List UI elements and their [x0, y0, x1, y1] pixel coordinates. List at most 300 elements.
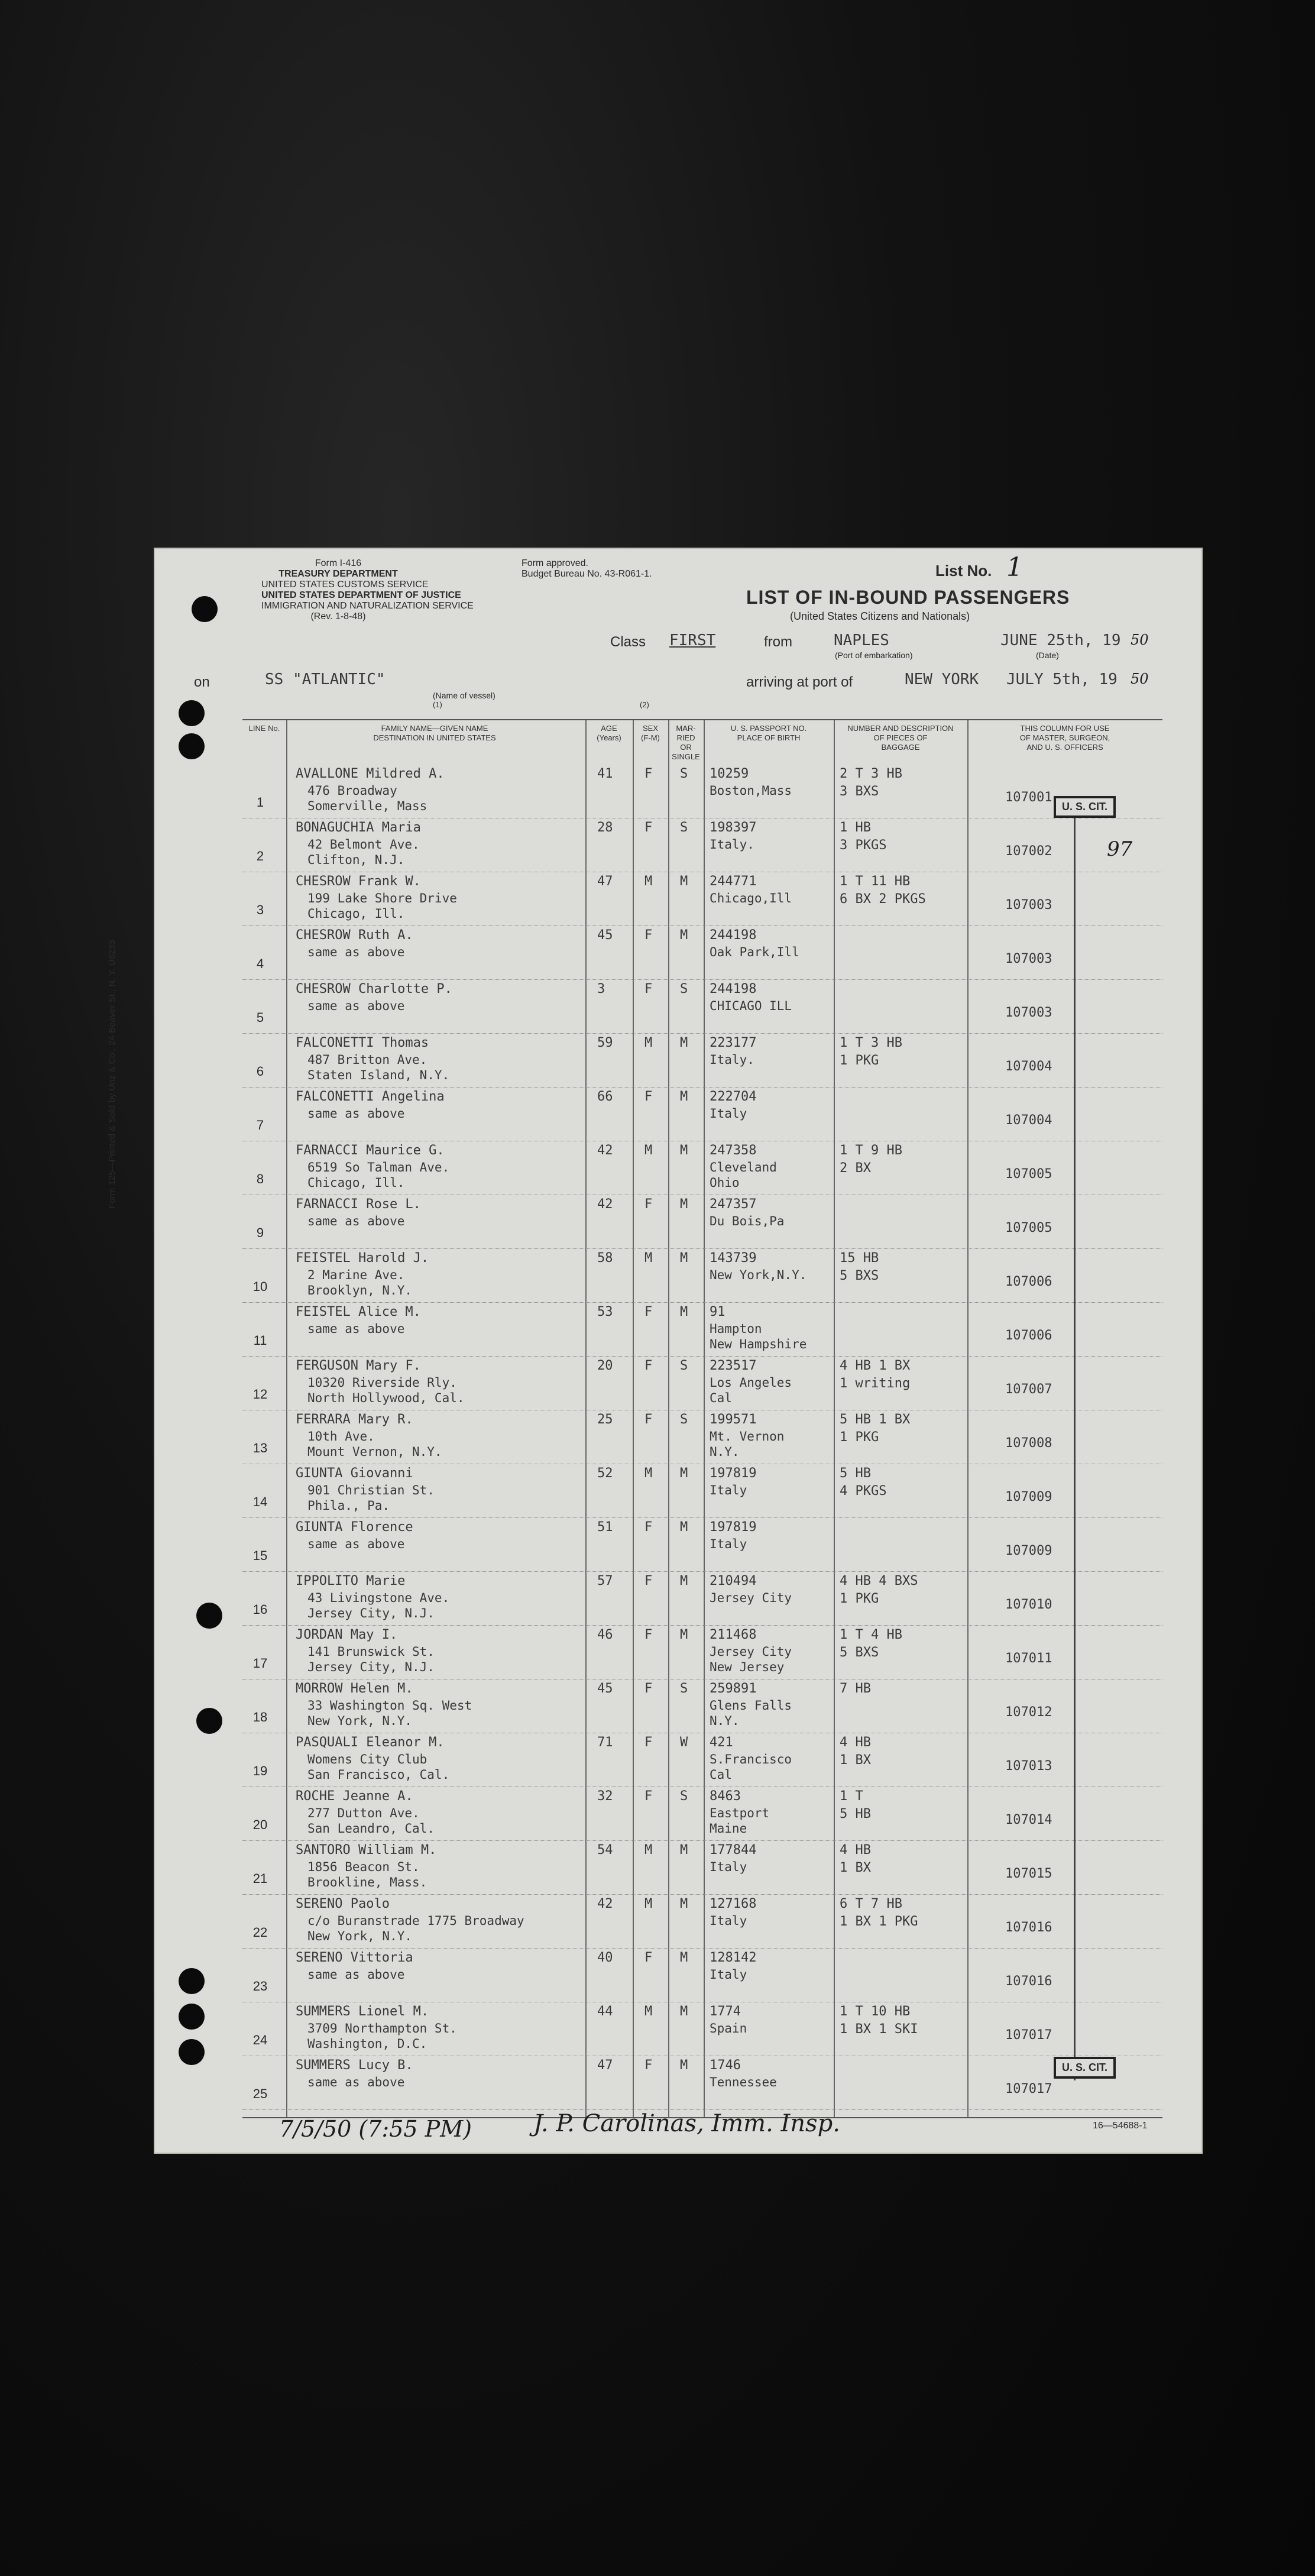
col-header-officers: THIS COLUMN FOR USE OF MASTER, SURGEON, AND U. S. OFFICERS — [1019, 724, 1110, 752]
marital-status: M — [680, 1466, 688, 1481]
officer-code: 107004 — [1005, 1113, 1052, 1128]
sex: F — [644, 1197, 653, 1212]
passport-number: 244771 — [710, 874, 757, 889]
sex: F — [644, 1305, 653, 1319]
baggage-line-1: 1 T — [840, 1789, 863, 1804]
passport-number: 128142 — [710, 1950, 757, 1965]
place-of-birth: Italy — [710, 1537, 747, 1551]
passenger-name: SUMMERS Lucy B. — [296, 2058, 413, 2073]
vessel-caption: (Name of vessel) — [433, 691, 495, 700]
place-of-birth: Italy. — [710, 1053, 754, 1067]
table-row — [242, 1141, 1162, 1195]
age: 42 — [597, 1143, 613, 1158]
place-of-birth: Spain — [710, 2021, 747, 2035]
age: 28 — [597, 820, 613, 835]
passport-number: 211468 — [710, 1627, 757, 1642]
officer-code: 107003 — [1005, 952, 1052, 966]
passport-number: 210494 — [710, 1574, 757, 1588]
passenger-name: PASQUALI Eleanor M. — [296, 1735, 445, 1750]
baggage-line-2: 5 BXS — [840, 1645, 879, 1660]
line-number: 19 — [252, 1763, 268, 1778]
marital-status: M — [680, 1843, 688, 1857]
line-number: 4 — [256, 956, 264, 971]
table-row — [242, 872, 1162, 926]
age: 42 — [597, 1197, 613, 1212]
from-label: from — [764, 634, 792, 650]
baggage-line-2: 1 PKG — [840, 1591, 879, 1606]
line-number: 21 — [252, 1871, 268, 1886]
place-of-birth: Hampton New Hampshire — [710, 1322, 807, 1351]
destination: 43 Livingstone Ave. Jersey City, N.J. — [307, 1591, 450, 1620]
passport-number: 259891 — [710, 1681, 757, 1696]
baggage-line-1: 1 HB — [840, 820, 871, 835]
passenger-name: FALCONETTI Angelina — [296, 1089, 445, 1104]
table-row — [242, 2002, 1162, 2056]
passenger-name: FALCONETTI Thomas — [296, 1035, 429, 1050]
baggage-line-1: 4 HB 4 BXS — [840, 1574, 918, 1588]
place-of-birth: Los Angeles Cal — [710, 1376, 792, 1405]
table-row — [242, 1948, 1162, 2002]
line-number: 7 — [256, 1118, 264, 1132]
place-of-birth: CHICAGO ILL — [710, 999, 792, 1013]
printer-note: Form 125—Printed & Sold by Unz & Co., 24 Beaver St., N. Y. U6233 — [106, 940, 117, 1209]
sex: M — [644, 1251, 653, 1266]
officer-code: 107008 — [1005, 1436, 1052, 1451]
citizen-stamp-bottom: U. S. CIT. — [1054, 2057, 1116, 2079]
table-row — [242, 1733, 1162, 1787]
passport-number: 199571 — [710, 1412, 757, 1427]
table-row — [242, 1302, 1162, 1357]
line-number: 22 — [252, 1925, 268, 1940]
col-num-2: (2) — [640, 700, 649, 709]
marital-status: M — [680, 1897, 688, 1911]
port-of-embarkation: NAPLES — [834, 632, 889, 649]
officer-code: 107005 — [1005, 1221, 1052, 1235]
place-of-birth: Chicago,Ill — [710, 891, 792, 905]
passenger-name: CHESROW Charlotte P. — [296, 982, 452, 996]
passenger-name: JORDAN May I. — [296, 1627, 398, 1642]
table-row — [242, 979, 1162, 1034]
destination: 33 Washington Sq. West New York, N.Y. — [307, 1698, 472, 1728]
passenger-name: SUMMERS Lionel M. — [296, 2004, 429, 2019]
sex: F — [644, 766, 653, 781]
sex: M — [644, 1843, 653, 1857]
age: 45 — [597, 928, 613, 943]
budget-bureau: Budget Bureau No. 43-R061-1. — [522, 569, 652, 579]
embarkation-year: 50 — [1131, 632, 1149, 648]
baggage-line-1: 1 T 4 HB — [840, 1627, 902, 1642]
baggage-line-2: 5 HB — [840, 1807, 871, 1821]
officer-code: 107002 — [1005, 844, 1052, 859]
passenger-name: FERRARA Mary R. — [296, 1412, 413, 1427]
passport-number: 247358 — [710, 1143, 757, 1158]
age: 54 — [597, 1843, 613, 1857]
list-no-label: List No. — [935, 562, 992, 580]
officer-code: 107017 — [1005, 2028, 1052, 2043]
line-number: 16 — [252, 1602, 268, 1617]
officer-code: 107010 — [1005, 1597, 1052, 1612]
officer-code: 107017 — [1005, 2082, 1052, 2096]
table-row — [242, 1356, 1162, 1410]
age: 51 — [597, 1520, 613, 1535]
sex: F — [644, 1789, 653, 1804]
baggage-line-2: 5 BXS — [840, 1268, 879, 1283]
marital-status: M — [680, 1574, 688, 1588]
vessel-name: SS "ATLANTIC" — [265, 671, 386, 688]
place-of-birth: Tennessee — [710, 2075, 777, 2089]
officer-code: 107006 — [1005, 1328, 1052, 1343]
baggage-line-2: 1 PKG — [840, 1053, 879, 1068]
age: 20 — [597, 1358, 613, 1373]
passport-number: 10259 — [710, 766, 749, 781]
table-row — [242, 1625, 1162, 1679]
list-no-value: 1 — [1006, 552, 1023, 582]
passport-number: 1746 — [710, 2058, 741, 2073]
line-number: 12 — [252, 1387, 268, 1402]
baggage-line-2: 1 BX 1 PKG — [840, 1914, 918, 1929]
line-number: 2 — [256, 849, 264, 863]
destination: same as above — [307, 1322, 405, 1336]
age: 53 — [597, 1305, 613, 1319]
line-number: 10 — [252, 1279, 268, 1294]
marital-status: W — [680, 1735, 688, 1750]
age: 41 — [597, 766, 613, 781]
on-label: on — [194, 674, 210, 690]
table-row — [242, 1195, 1162, 1249]
inspection-date-time: 7/5/50 (7:55 PM) — [279, 2116, 472, 2142]
baggage-line-1: 1 T 11 HB — [840, 874, 911, 889]
place-of-birth: Oak Park,Ill — [710, 945, 799, 959]
inspector-signature: J. P. Carolinas, Imm. Insp. — [533, 2110, 840, 2137]
officer-code: 107015 — [1005, 1866, 1052, 1881]
officer-code: 107011 — [1005, 1651, 1052, 1666]
officer-code: 107003 — [1005, 1005, 1052, 1020]
col-header-line: LINE No. — [248, 724, 280, 733]
passport-number: 244198 — [710, 928, 757, 943]
age: 3 — [597, 982, 605, 996]
passenger-name: FERGUSON Mary F. — [296, 1358, 421, 1373]
destination: same as above — [307, 2075, 405, 2089]
table-row — [242, 1894, 1162, 1949]
passenger-name: IPPOLITO Marie — [296, 1574, 406, 1588]
sex: F — [644, 1412, 653, 1427]
officer-code: 107013 — [1005, 1759, 1052, 1774]
age: 40 — [597, 1950, 613, 1965]
line-number: 23 — [252, 1979, 268, 1994]
sex: F — [644, 1681, 653, 1696]
ins-name: IMMIGRATION AND NATURALIZATION SERVICE — [261, 601, 474, 611]
officer-code: 107009 — [1005, 1490, 1052, 1504]
destination: 10320 Riverside Rly. North Hollywood, Cal. — [307, 1376, 465, 1405]
col-header-age: AGE (Years) — [597, 724, 621, 742]
table-row — [242, 925, 1162, 980]
table-row — [242, 1087, 1162, 1141]
punch-hole — [179, 700, 205, 726]
officer-code: 107014 — [1005, 1813, 1052, 1827]
table-row — [242, 1517, 1162, 1572]
place-of-birth: S.Francisco Cal — [710, 1752, 792, 1782]
col-num-1: (1) — [433, 700, 442, 709]
place-of-birth: Italy — [710, 1106, 747, 1121]
officer-code: 107003 — [1005, 898, 1052, 912]
passport-number: 223177 — [710, 1035, 757, 1050]
line-number: 14 — [252, 1494, 268, 1509]
age: 57 — [597, 1574, 613, 1588]
place-of-birth: Jersey City New Jersey — [710, 1645, 792, 1674]
age: 42 — [597, 1897, 613, 1911]
passenger-name: SERENO Vittoria — [296, 1950, 413, 1965]
sex: F — [644, 1950, 653, 1965]
baggage-line-1: 4 HB — [840, 1843, 871, 1857]
place-of-birth: Du Bois,Pa — [710, 1214, 785, 1228]
officer-code: 107005 — [1005, 1167, 1052, 1182]
punch-hole — [196, 1708, 222, 1734]
place-of-birth: New York,N.Y. — [710, 1268, 807, 1282]
sex: F — [644, 1358, 653, 1373]
table-row — [242, 818, 1162, 872]
destination: 277 Dutton Ave. San Leandro, Cal. — [307, 1806, 435, 1836]
destination: same as above — [307, 1537, 405, 1551]
class-label: Class — [610, 634, 646, 650]
marital-status: M — [680, 2004, 688, 2019]
passenger-name: SANTORO William M. — [296, 1843, 437, 1857]
destination: 901 Christian St. Phila., Pa. — [307, 1483, 435, 1513]
baggage-line-1: 1 T 9 HB — [840, 1143, 902, 1158]
passenger-name: FARNACCI Rose L. — [296, 1197, 421, 1212]
passport-number: 222704 — [710, 1089, 757, 1104]
form-approved: Form approved. — [522, 558, 588, 568]
table-row — [242, 1787, 1162, 1841]
sex: F — [644, 1089, 653, 1104]
table-row — [242, 1571, 1162, 1626]
baggage-line-2: 1 BX 1 SKI — [840, 2022, 918, 2037]
date-caption: (Date) — [1036, 651, 1059, 660]
baggage-line-1: 4 HB 1 BX — [840, 1358, 911, 1373]
marital-status: M — [680, 1305, 688, 1319]
sex: M — [644, 1897, 653, 1911]
passenger-name: FARNACCI Maurice G. — [296, 1143, 445, 1158]
marital-status: M — [680, 1627, 688, 1642]
baggage-line-2: 1 writing — [840, 1376, 911, 1391]
destination: 487 Britton Ave. Staten Island, N.Y. — [307, 1053, 450, 1082]
passenger-name: FEISTEL Alice M. — [296, 1305, 421, 1319]
officer-code: 107004 — [1005, 1059, 1052, 1074]
baggage-line-2: 4 PKGS — [840, 1484, 887, 1499]
table-row — [242, 1679, 1162, 1733]
sex: F — [644, 982, 653, 996]
baggage-line-1: 6 T 7 HB — [840, 1897, 902, 1911]
destination: 3709 Northampton St. Washington, D.C. — [307, 2021, 457, 2051]
baggage-line-1: 5 HB 1 BX — [840, 1412, 911, 1427]
passenger-name: GIUNTA Florence — [296, 1520, 413, 1535]
passenger-name: ROCHE Jeanne A. — [296, 1789, 413, 1804]
form-id-block — [261, 558, 474, 622]
age: 47 — [597, 874, 613, 889]
destination: 6519 So Talman Ave. Chicago, Ill. — [307, 1160, 450, 1190]
baggage-line-1: 15 HB — [840, 1251, 879, 1266]
destination: same as above — [307, 1214, 405, 1228]
sex: F — [644, 820, 653, 835]
baggage-line-2: 1 PKG — [840, 1430, 879, 1445]
passport-number: 244198 — [710, 982, 757, 996]
place-of-birth: Boston,Mass — [710, 784, 792, 798]
age: 47 — [597, 2058, 613, 2073]
footer-code: 16—54688-1 — [1093, 2121, 1148, 2131]
baggage-line-1: 2 T 3 HB — [840, 766, 902, 781]
col-header-married: MAR- RIED OR SINGLE — [672, 724, 700, 761]
passenger-name: SERENO Paolo — [296, 1897, 390, 1911]
table-row — [242, 764, 1162, 818]
sex: M — [644, 1466, 653, 1481]
line-number: 6 — [256, 1064, 264, 1079]
destination: same as above — [307, 945, 405, 959]
marital-status: M — [680, 1143, 688, 1158]
department-name: TREASURY DEPARTMENT — [278, 569, 398, 579]
officer-code: 107016 — [1005, 1920, 1052, 1935]
age: 45 — [597, 1681, 613, 1696]
passport-number: 91 — [710, 1305, 725, 1319]
passenger-name: AVALLONE Mildred A. — [296, 766, 445, 781]
passenger-name: CHESROW Ruth A. — [296, 928, 413, 943]
arrival-port: NEW YORK — [905, 671, 979, 688]
baggage-line-1: 4 HB — [840, 1735, 871, 1750]
age: 52 — [597, 1466, 613, 1481]
col-header-name: FAMILY NAME—GIVEN NAME DESTINATION IN UNITED STATES — [373, 724, 496, 742]
baggage-line-1: 1 T 10 HB — [840, 2004, 911, 2019]
punch-hole — [179, 2039, 205, 2065]
manifest-subtitle: (United States Citizens and Nationals) — [790, 610, 970, 622]
place-of-birth: Italy — [710, 1483, 747, 1497]
baggage-line-2: 2 BX — [840, 1161, 871, 1176]
punch-hole — [192, 596, 218, 622]
sex: M — [644, 1035, 653, 1050]
place-of-birth: Italy — [710, 1860, 747, 1874]
destination: c/o Buranstrade 1775 Broadway New York, N.Y. — [307, 1914, 524, 1943]
passenger-name: MORROW Helen M. — [296, 1681, 413, 1696]
punch-hole — [179, 1968, 205, 1994]
marital-status: M — [680, 1520, 688, 1535]
col-header-passport: U. S. PASSPORT NO. PLACE OF BIRTH — [730, 724, 807, 742]
embarkation-date: JUNE 25th, 19 — [1000, 632, 1121, 649]
age: 44 — [597, 2004, 613, 2019]
place-of-birth: Glens Falls N.Y. — [710, 1698, 792, 1728]
passport-number: 143739 — [710, 1251, 757, 1266]
passport-number: 247357 — [710, 1197, 757, 1212]
passport-number: 127168 — [710, 1897, 757, 1911]
marital-status: M — [680, 1197, 688, 1212]
punch-hole — [179, 2004, 205, 2030]
table-row — [242, 1248, 1162, 1303]
marital-status: M — [680, 2058, 688, 2073]
destination: 476 Broadway Somerville, Mass — [307, 784, 427, 813]
sex: M — [644, 2004, 653, 2019]
line-number: 1 — [256, 795, 264, 810]
marital-status: S — [680, 1412, 688, 1427]
passport-number: 177844 — [710, 1843, 757, 1857]
marital-status: S — [680, 1681, 688, 1696]
baggage-line-1: 7 HB — [840, 1681, 871, 1696]
sex: F — [644, 928, 653, 943]
marital-status: S — [680, 1789, 688, 1804]
age: 32 — [597, 1789, 613, 1804]
officer-code: 107012 — [1005, 1705, 1052, 1720]
arrival-year: 50 — [1131, 671, 1149, 687]
col-header-sex: SEX (F-M) — [641, 724, 660, 742]
passenger-name: CHESROW Frank W. — [296, 874, 421, 889]
officer-code: 107007 — [1005, 1382, 1052, 1397]
punch-hole — [196, 1603, 222, 1629]
line-number: 25 — [252, 2086, 268, 2101]
baggage-line-1: 5 HB — [840, 1466, 871, 1481]
line-number: 18 — [252, 1710, 268, 1724]
table-row — [242, 1464, 1162, 1518]
baggage-line-2: 3 PKGS — [840, 838, 887, 853]
age: 46 — [597, 1627, 613, 1642]
marital-status: M — [680, 1089, 688, 1104]
age: 25 — [597, 1412, 613, 1427]
marital-status: M — [680, 1251, 688, 1266]
sex: F — [644, 1574, 653, 1588]
table-row — [242, 2056, 1162, 2110]
destination: 2 Marine Ave. Brooklyn, N.Y. — [307, 1268, 413, 1297]
line-number: 24 — [252, 2033, 268, 2047]
table-row — [242, 1033, 1162, 1088]
destination: 42 Belmont Ave. Clifton, N.J. — [307, 837, 420, 867]
col-header-baggage: NUMBER AND DESCRIPTION OF PIECES OF BAGGAGE — [847, 724, 954, 752]
line-number: 15 — [252, 1548, 268, 1563]
arriving-label: arriving at port of — [746, 674, 853, 690]
passenger-manifest-page — [106, 549, 1201, 2153]
passport-number: 197819 — [710, 1466, 757, 1481]
manifest-title: LIST OF IN-BOUND PASSENGERS — [746, 587, 1070, 608]
place-of-birth: Jersey City — [710, 1591, 792, 1605]
baggage-line-2: 1 BX — [840, 1753, 871, 1768]
table-row — [242, 1840, 1162, 1895]
punch-hole — [179, 733, 205, 759]
officer-check-line — [1074, 809, 1076, 2080]
marital-status: M — [680, 1035, 688, 1050]
destination: same as above — [307, 1967, 405, 1982]
sex: M — [644, 874, 653, 889]
place-of-birth: Cleveland Ohio — [710, 1160, 777, 1190]
line-number: 20 — [252, 1817, 268, 1832]
passport-number: 198397 — [710, 820, 757, 835]
destination: same as above — [307, 1106, 405, 1121]
officer-code: 107009 — [1005, 1543, 1052, 1558]
place-of-birth: Italy — [710, 1967, 747, 1982]
sex: F — [644, 1735, 653, 1750]
revision: (Rev. 1-8-48) — [310, 611, 366, 622]
age: 58 — [597, 1251, 613, 1266]
passenger-count: 97 — [1107, 837, 1133, 861]
place-of-birth: Mt. Vernon N.Y. — [710, 1429, 785, 1459]
baggage-line-1: 1 T 3 HB — [840, 1035, 902, 1050]
passport-number: 421 — [710, 1735, 733, 1750]
approval-block — [522, 558, 652, 580]
baggage-line-2: 3 BXS — [840, 784, 879, 799]
table-row — [242, 1410, 1162, 1464]
destination: 141 Brunswick St. Jersey City, N.J. — [307, 1645, 435, 1674]
place-of-birth: Italy. — [710, 837, 754, 852]
passport-number: 1774 — [710, 2004, 741, 2019]
line-number: 17 — [252, 1656, 268, 1671]
officer-code: 107016 — [1005, 1974, 1052, 1989]
passenger-name: GIUNTA Giovanni — [296, 1466, 413, 1481]
destination: 199 Lake Shore Drive Chicago, Ill. — [307, 891, 457, 921]
citizen-stamp-top: U. S. CIT. — [1054, 796, 1116, 818]
customs-service: UNITED STATES CUSTOMS SERVICE — [261, 580, 429, 590]
destination: 10th Ave. Mount Vernon, N.Y. — [307, 1429, 442, 1459]
